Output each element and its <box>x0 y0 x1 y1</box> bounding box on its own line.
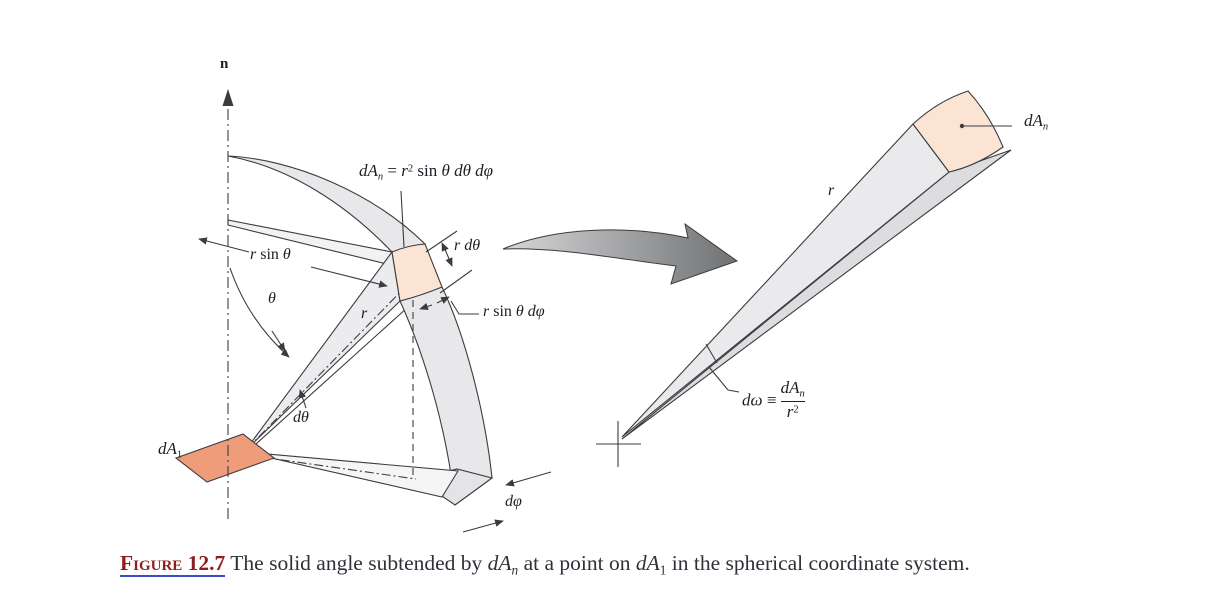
label-r-sin-theta: r sin θ <box>250 246 291 263</box>
label-d-theta: dθ <box>293 409 309 426</box>
theta-helper-arrow <box>272 331 285 351</box>
r-dtheta-arrow-up <box>442 243 447 254</box>
label-r-d-theta: r dθ <box>454 237 481 254</box>
caption-text: The solid angle subtended by $dA_n$ at a point on $dA_1$ in the spherical coordinate system. <box>225 551 970 578</box>
r-dtheta-tick-lower <box>440 270 472 293</box>
label-d-phi: dφ <box>505 493 522 510</box>
label-dAn-right: $dA_n$ <box>1024 111 1049 133</box>
label-dA1: $dA_1$ <box>158 439 183 461</box>
label-r-right: r <box>828 182 835 199</box>
label-r-left: r <box>361 305 368 322</box>
dphi-tick-inner <box>463 521 503 532</box>
radius-pencil <box>245 252 400 451</box>
apex-cross <box>596 421 641 467</box>
cone-side-face <box>622 150 1011 439</box>
dphi-tick-outer <box>506 472 551 485</box>
r-sin-theta-dim-left <box>199 239 249 252</box>
label-theta: θ <box>268 290 276 307</box>
figure-caption-link[interactable]: Figure 12.7 <box>120 551 226 575</box>
transform-arrow <box>503 224 737 284</box>
pencil-lower-face-edge <box>246 307 408 453</box>
r-dtheta-arrow-down <box>447 254 452 266</box>
axis-arrowhead <box>223 89 234 106</box>
formula-dAn: $dA_n = r^2$ sin θ dθ dφ <box>359 161 494 183</box>
figure-caption <box>120 551 1180 579</box>
label-d-omega: dω ≡ $\frac{dA_n}{r^2}$ <box>742 378 805 422</box>
width-leader <box>451 301 479 314</box>
label-r-sin-theta-d-phi: r sin θ dφ <box>483 303 545 320</box>
r-dtheta-tick-upper <box>426 231 457 252</box>
axis-label-n: n <box>220 56 229 72</box>
